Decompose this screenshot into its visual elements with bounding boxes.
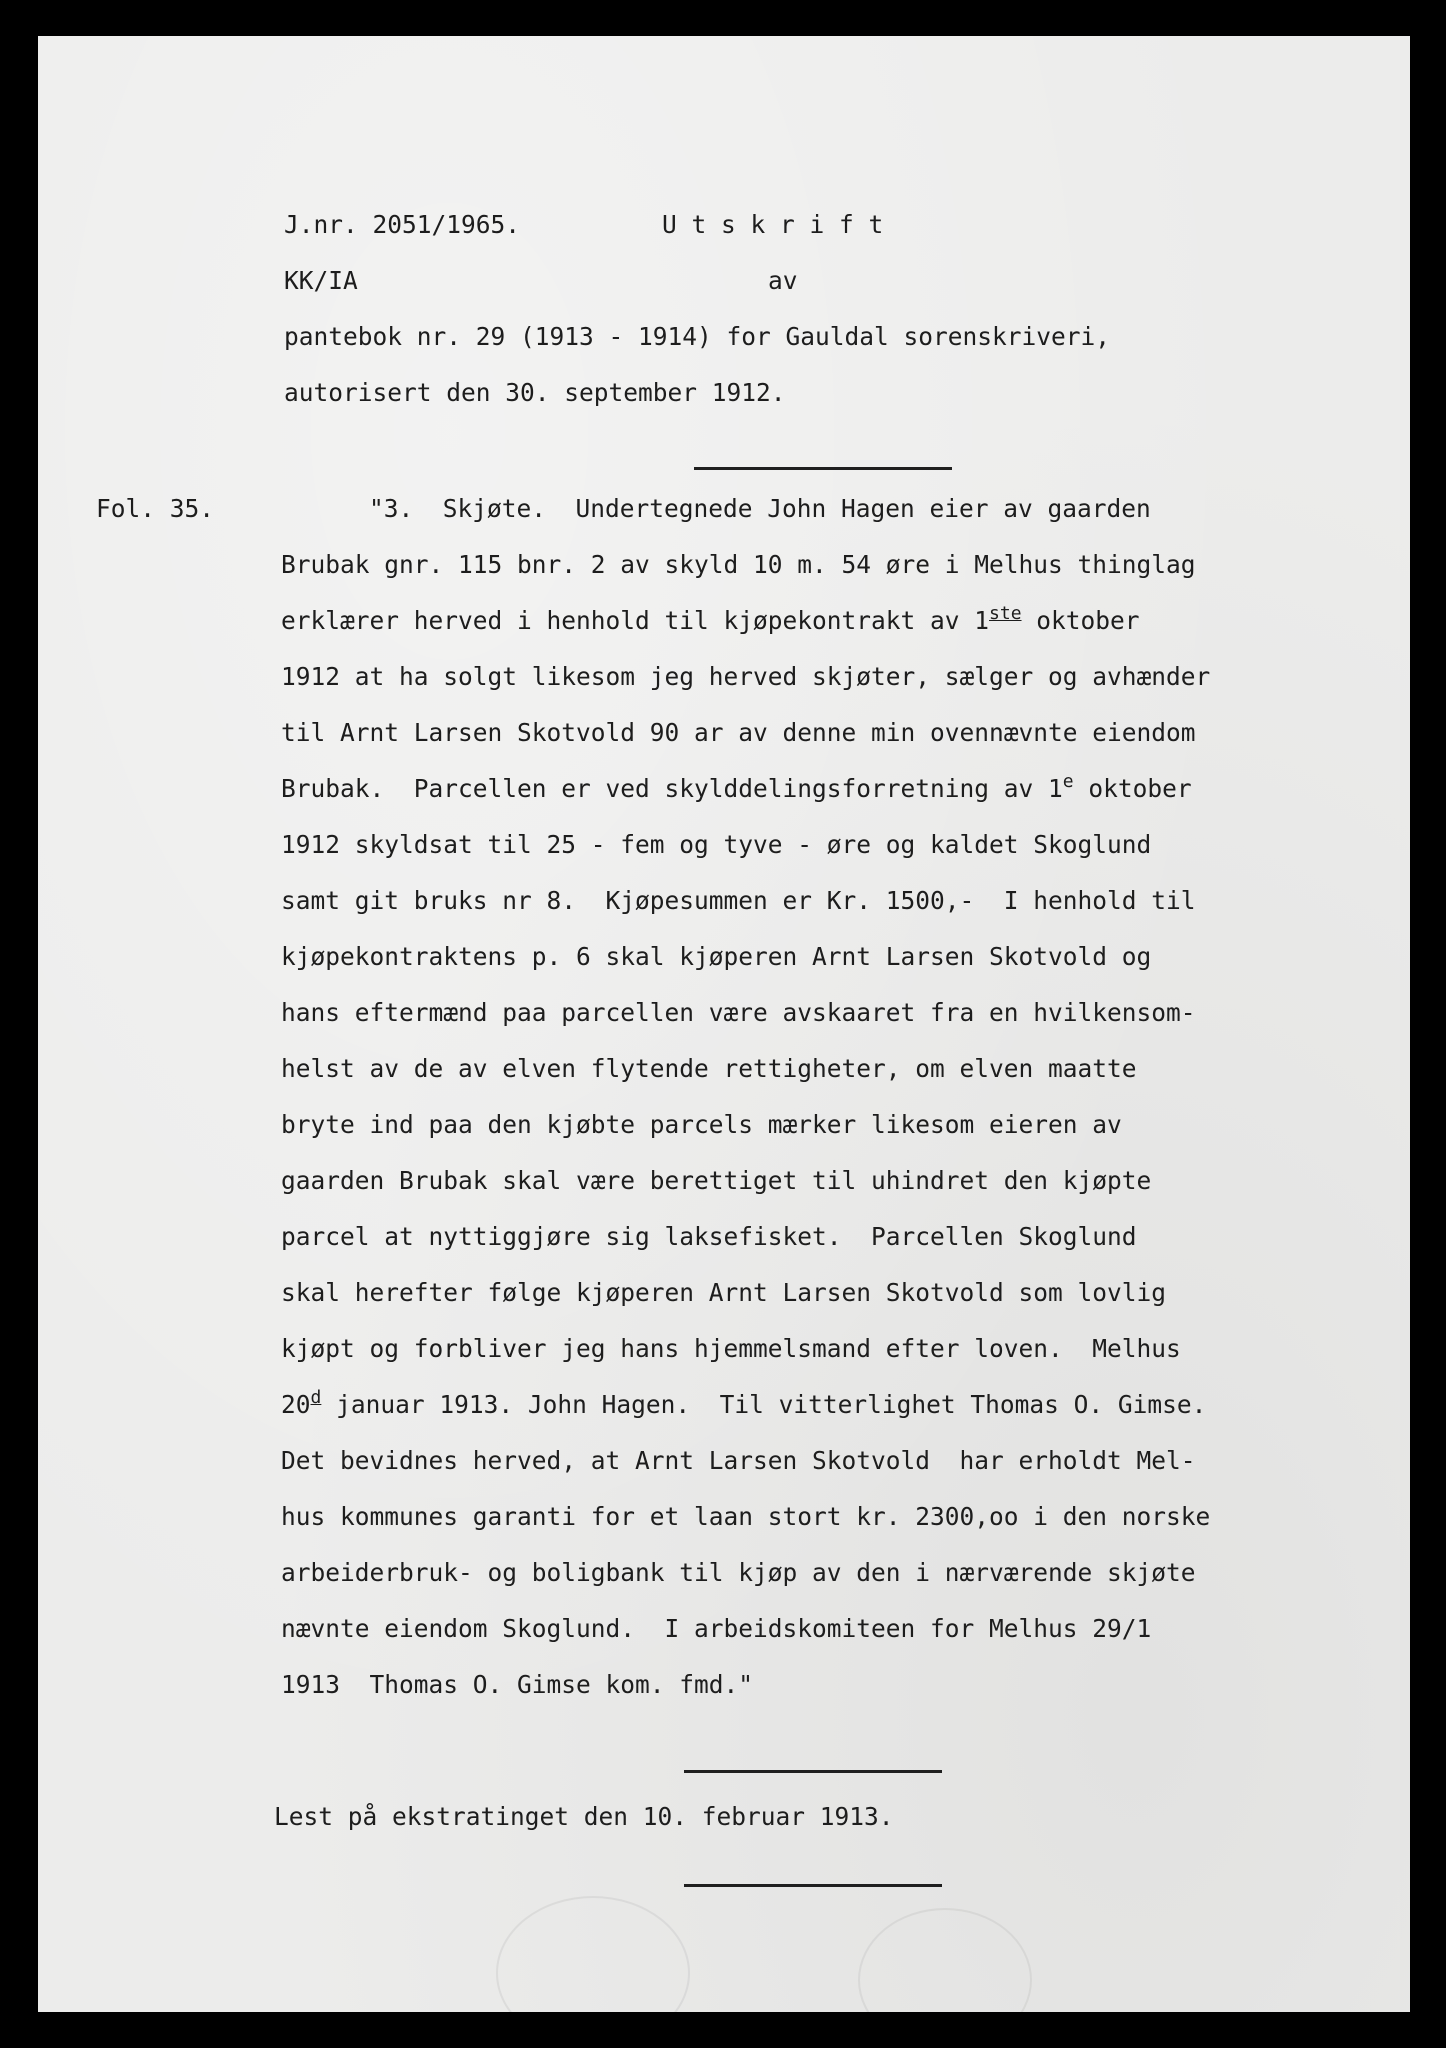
body-line-15: skal herefter følge kjøperen Arnt Larsen Skotvold som lovlig xyxy=(281,1278,1167,1307)
body-line-21: nævnte eiendom Skoglund. I arbeidskomiteen for Melhus 29/1 xyxy=(281,1614,1152,1643)
initials: KK/IA xyxy=(284,266,358,295)
body-line-16: kjøpt og forbliver jeg hans hjemmelsmand efter loven. Melhus xyxy=(281,1334,1181,1363)
body-line-10: hans eftermænd paa parcellen være avskaaret fra en hvilkensom- xyxy=(281,998,1196,1027)
body-line-2: Brubak gnr. 115 bnr. 2 av skyld 10 m. 54 øre i Melhus thinglag xyxy=(281,550,1196,579)
body-line-3b: oktober xyxy=(1021,606,1140,635)
superscript-e: e xyxy=(1062,771,1074,792)
folio-note: Fol. 35. xyxy=(96,494,215,523)
header-line-4: autorisert den 30. september 1912. xyxy=(284,378,786,407)
body-line-6 xyxy=(281,771,1192,803)
body-line-11: helst av de av elven flytende rettigheter, om elven maatte xyxy=(281,1054,1137,1083)
body-line-17b: januar 1913. John Hagen. Til vitterlighet Thomas O. Gimse. xyxy=(321,1390,1207,1419)
body-line-6a: Brubak. Parcellen er ved skylddelingsforretning av 1 xyxy=(281,774,1063,803)
body-line-1: "3. Skjøte. Undertegnede John Hagen eier av gaarden xyxy=(369,494,1151,523)
body-line-3 xyxy=(281,603,1140,635)
body-line-17a: 20 xyxy=(281,1390,311,1419)
body-line-20: arbeiderbruk- og boligbank til kjøp av den i nærværende skjøte xyxy=(281,1558,1196,1587)
divider-rule-2 xyxy=(684,1770,942,1773)
superscript-ste: ste xyxy=(989,603,1022,624)
faint-stamp-mark xyxy=(858,1908,1032,2012)
body-line-6b: oktober xyxy=(1073,774,1192,803)
document-page xyxy=(38,36,1410,2012)
body-line-22: 1913 Thomas O. Gimse kom. fmd." xyxy=(281,1670,754,1699)
body-line-4: 1912 at ha solgt likesom jeg herved skjøter, sælger og avhænder xyxy=(281,662,1211,691)
divider-rule-3 xyxy=(684,1884,942,1887)
body-line-14: parcel at nyttiggjøre sig laksefisket. Parcellen Skoglund xyxy=(281,1222,1137,1251)
faint-stamp-mark xyxy=(496,1896,690,2012)
journal-number: J.nr. 2051/1965. xyxy=(284,210,521,239)
body-line-8: samt git bruks nr 8. Kjøpesummen er Kr. 1500,- I henhold til xyxy=(281,886,1196,915)
body-line-9: kjøpekontraktens p. 6 skal kjøperen Arnt Larsen Skotvold og xyxy=(281,942,1152,971)
body-line-5: til Arnt Larsen Skotvold 90 ar av denne min ovennævnte eiendom xyxy=(281,718,1196,747)
body-line-13: gaarden Brubak skal være berettiget til uhindret den kjøpte xyxy=(281,1166,1152,1195)
body-line-12: bryte ind paa den kjøbte parcels mærker likesom eieren av xyxy=(281,1110,1122,1139)
header-line-3: pantebok nr. 29 (1913 - 1914) for Gauldal sorenskriveri, xyxy=(284,322,1111,351)
superscript-d: d xyxy=(310,1387,322,1408)
body-line-18: Det bevidnes herved, at Arnt Larsen Skotvold har erholdt Mel- xyxy=(281,1446,1196,1475)
body-line-19: hus kommunes garanti for et laan stort kr. 2300,oo i den norske xyxy=(281,1502,1211,1531)
header-av: av xyxy=(768,266,798,295)
document-title: U t s k r i f t xyxy=(662,210,884,239)
body-line-7: 1912 skyldsat til 25 - fem og tyve - øre og kaldet Skoglund xyxy=(281,830,1152,859)
registration-note: Lest på ekstratinget den 10. februar 1913. xyxy=(274,1802,894,1831)
body-line-3a: erklærer herved i henhold til kjøpekontrakt av 1 xyxy=(281,606,990,635)
divider-rule-1 xyxy=(694,467,952,470)
body-line-17 xyxy=(281,1387,1207,1419)
